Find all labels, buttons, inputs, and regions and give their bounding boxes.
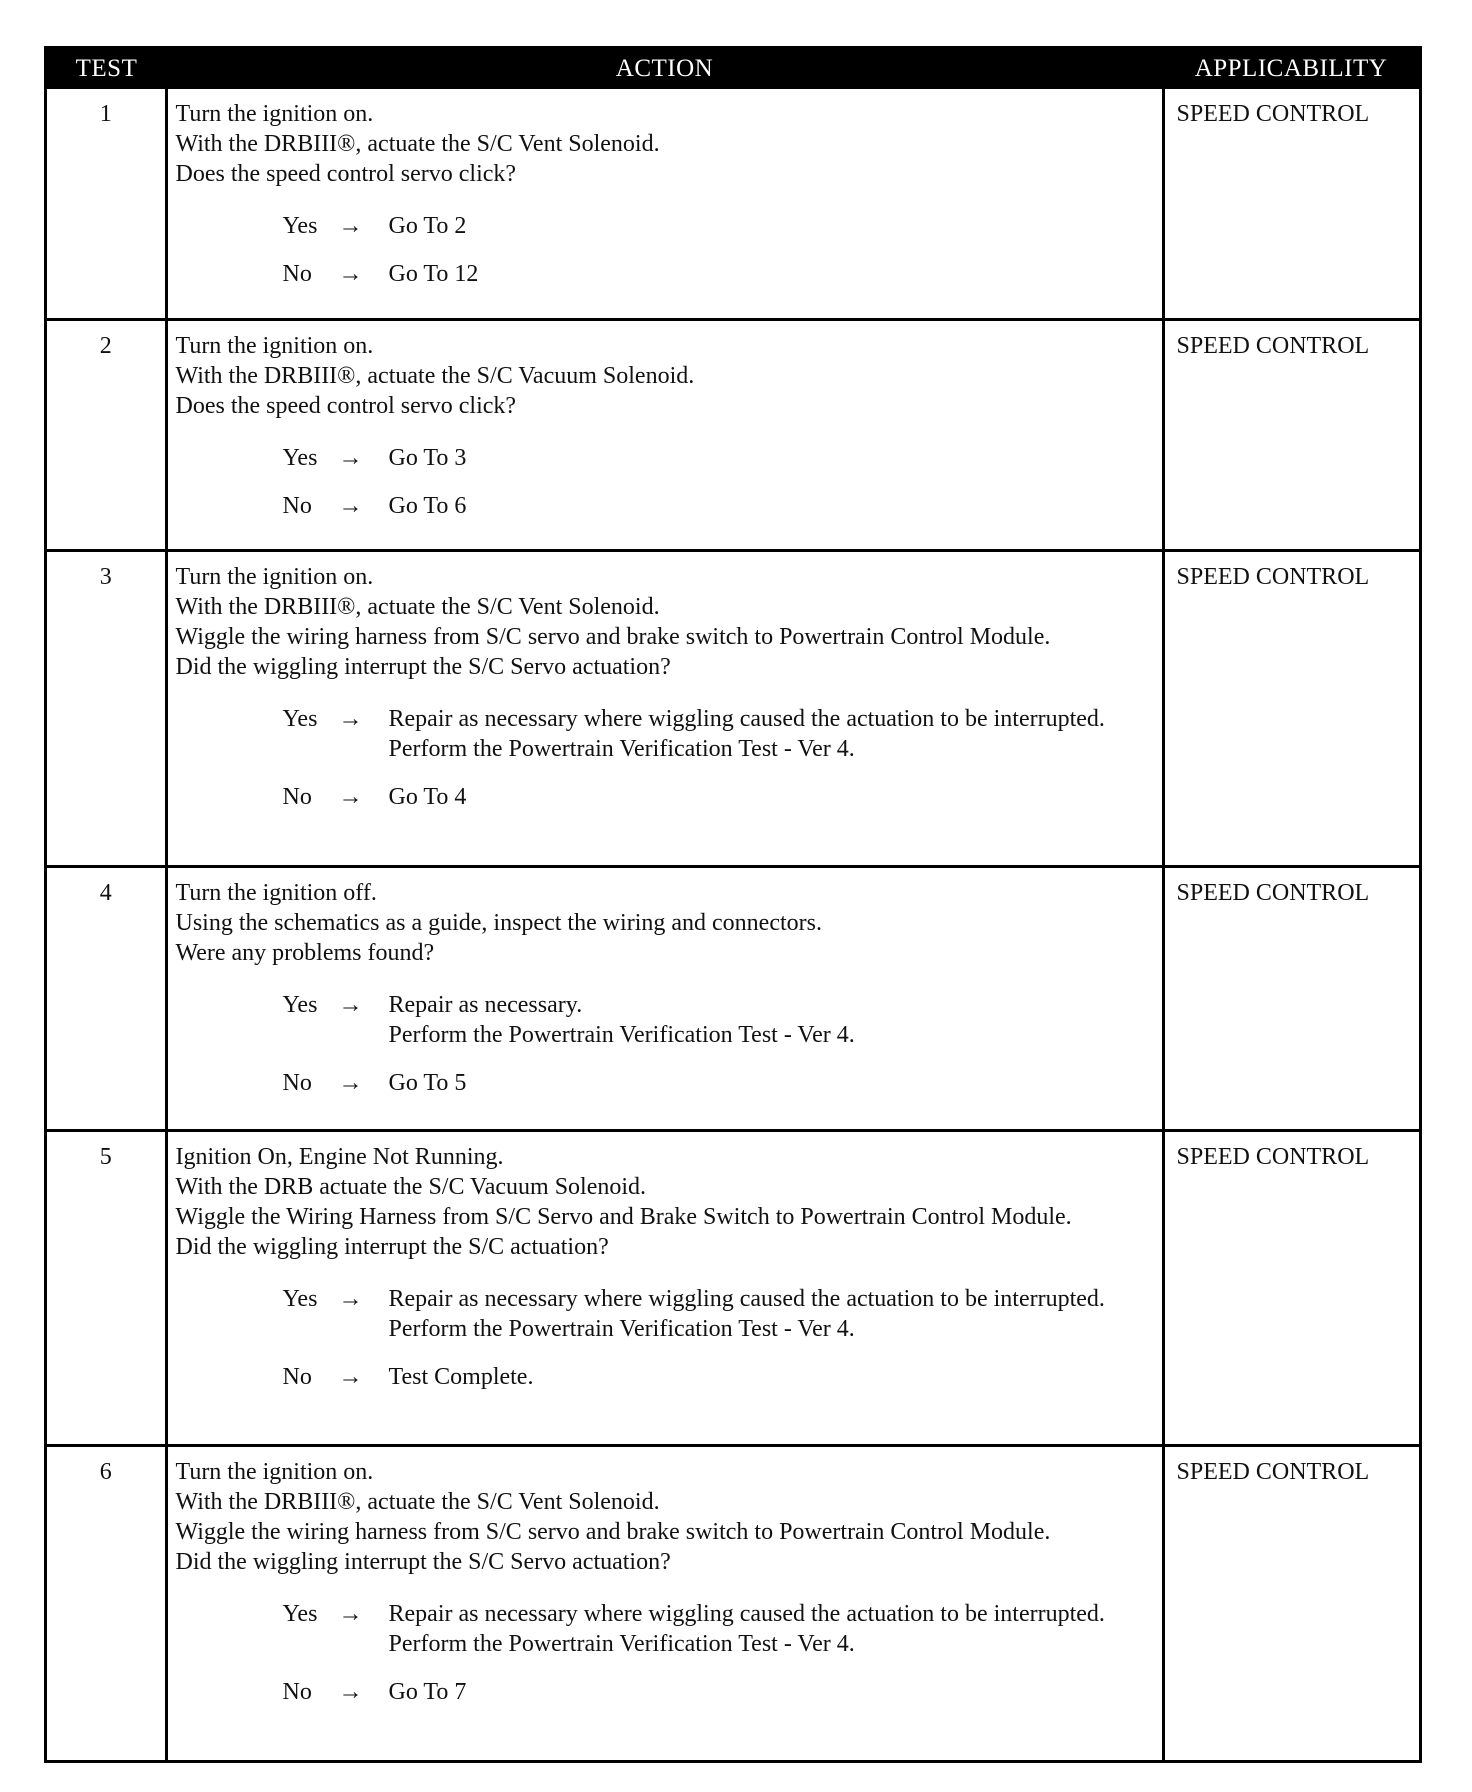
result-yes-text <box>389 990 1156 1050</box>
result-no <box>176 782 1156 812</box>
diagnostic-test-table <box>44 46 1422 1763</box>
action-step: Did the wiggling interrupt the S/C actuation? <box>175 1234 609 1261</box>
test-number: 5 <box>47 1131 166 1446</box>
result-yes-text <box>389 1284 1156 1344</box>
action-cell <box>166 551 1163 867</box>
result-no-text <box>389 1068 1156 1098</box>
result-no-text <box>389 782 1156 812</box>
result-yes-label: Yes <box>282 213 318 239</box>
arrow-icon: → <box>338 261 363 287</box>
result-yes <box>176 211 1156 241</box>
test-table <box>47 49 1419 1760</box>
arrow-icon: → <box>338 784 363 811</box>
result-yes-text <box>389 704 1156 764</box>
result-line: Repair as necessary where wiggling caused the actuation to be interrupted. <box>388 1286 1105 1313</box>
result-no-text <box>389 491 1156 521</box>
applicability-cell: SPEED CONTROL <box>1163 1131 1419 1446</box>
table-row <box>47 319 1419 551</box>
action-step: With the DRBIII®, actuate the S/C Vacuum Solenoid. <box>175 362 695 389</box>
result-no <box>176 491 1156 521</box>
column-header-applicability: APPLICABILITY <box>1163 49 1419 89</box>
result-no <box>176 1362 1156 1392</box>
result-line: Go To 7 <box>388 1678 467 1705</box>
action-step: Turn the ignition on. <box>175 101 374 127</box>
table-header-row <box>47 49 1419 89</box>
action-step: Wiggle the wiring harness from S/C servo and brake switch to Powertrain Control Module. <box>175 624 1051 651</box>
action-step: Using the schematics as a guide, inspect the wiring and connectors. <box>175 910 822 937</box>
result-yes-label: Yes <box>282 1600 318 1627</box>
applicability-cell: SPEED CONTROL <box>1163 867 1419 1131</box>
column-header-test: TEST <box>47 49 166 89</box>
result-yes-label: Yes <box>282 706 318 733</box>
table-row <box>47 1445 1419 1760</box>
action-cell <box>166 1131 1163 1446</box>
test-number: 3 <box>47 551 166 867</box>
table-row <box>47 551 1419 867</box>
result-line: Go To 6 <box>388 492 467 519</box>
arrow-icon: → <box>338 1070 363 1097</box>
result-yes-text <box>389 1599 1156 1659</box>
action-step: With the DRB actuate the S/C Vacuum Solenoid. <box>175 1174 647 1201</box>
result-line: Go To 12 <box>388 261 479 287</box>
result-line: Test Complete. <box>388 1364 534 1391</box>
action-cell <box>166 1445 1163 1760</box>
applicability-cell: SPEED CONTROL <box>1163 89 1419 319</box>
arrow-icon: → <box>338 1364 363 1391</box>
arrow-icon: → <box>338 213 363 239</box>
action-step: Turn the ignition on. <box>175 564 374 591</box>
result-line: Perform the Powertrain Verification Test - Ver 4. <box>388 1316 855 1343</box>
result-yes-text <box>389 443 1156 473</box>
result-no-text <box>389 259 1156 289</box>
arrow-icon: → <box>338 1678 363 1705</box>
result-line: Perform the Powertrain Verification Test - Ver 4. <box>388 1630 855 1657</box>
action-step: Turn the ignition on. <box>175 332 374 359</box>
action-step: With the DRBIII®, actuate the S/C Vent Solenoid. <box>175 594 660 621</box>
table-row <box>47 89 1419 319</box>
result-yes <box>176 1599 1156 1659</box>
result-no-label: No <box>282 1364 312 1391</box>
result-no <box>176 259 1156 289</box>
result-no <box>176 1677 1156 1707</box>
result-yes <box>176 1284 1156 1344</box>
table-row <box>47 867 1419 1131</box>
action-step: Were any problems found? <box>175 940 435 967</box>
column-header-action: ACTION <box>166 49 1163 89</box>
result-no-label: No <box>282 492 312 519</box>
arrow-icon: → <box>338 492 363 519</box>
applicability-cell: SPEED CONTROL <box>1163 1445 1419 1760</box>
result-line: Go To 3 <box>388 444 467 471</box>
result-yes <box>176 704 1156 764</box>
result-no-text <box>389 1677 1156 1707</box>
result-line: Go To 2 <box>388 213 467 239</box>
test-number: 1 <box>47 89 166 319</box>
action-step: Turn the ignition off. <box>175 880 377 907</box>
result-no <box>176 1068 1156 1098</box>
action-step: Wiggle the Wiring Harness from S/C Servo and Brake Switch to Powertrain Control Module. <box>175 1204 1072 1231</box>
result-yes <box>176 990 1156 1050</box>
result-line: Perform the Powertrain Verification Test - Ver 4. <box>388 736 855 763</box>
test-number: 6 <box>47 1445 166 1760</box>
result-no-label: No <box>282 1678 312 1705</box>
action-cell <box>166 89 1163 319</box>
action-step: Does the speed control servo click? <box>175 161 517 187</box>
action-step: Turn the ignition on. <box>175 1458 374 1485</box>
result-no-label: No <box>282 1070 312 1097</box>
table-row <box>47 1131 1419 1446</box>
result-yes-label: Yes <box>282 992 318 1019</box>
result-line: Repair as necessary where wiggling caused the actuation to be interrupted. <box>388 1600 1105 1627</box>
action-step: With the DRBIII®, actuate the S/C Vent Solenoid. <box>175 1488 660 1515</box>
result-no-label: No <box>282 261 312 287</box>
result-yes-label: Yes <box>282 1286 318 1313</box>
action-step: Did the wiggling interrupt the S/C Servo actuation? <box>175 654 671 681</box>
result-yes <box>176 443 1156 473</box>
result-no-label: No <box>282 784 312 811</box>
result-line: Go To 4 <box>388 784 467 811</box>
action-cell <box>166 867 1163 1131</box>
applicability-cell: SPEED CONTROL <box>1163 551 1419 867</box>
action-step: Ignition On, Engine Not Running. <box>175 1144 504 1171</box>
result-line: Repair as necessary where wiggling caused the actuation to be interrupted. <box>388 706 1105 733</box>
arrow-icon: → <box>338 444 363 471</box>
action-cell <box>166 319 1163 551</box>
test-number: 4 <box>47 867 166 1131</box>
result-no-text <box>389 1362 1156 1392</box>
action-step: Wiggle the wiring harness from S/C servo and brake switch to Powertrain Control Module. <box>175 1518 1051 1545</box>
result-line: Perform the Powertrain Verification Test - Ver 4. <box>388 1022 855 1049</box>
arrow-icon: → <box>338 992 363 1019</box>
result-yes-text <box>389 211 1156 241</box>
test-number: 2 <box>47 319 166 551</box>
arrow-icon: → <box>338 1600 363 1627</box>
arrow-icon: → <box>338 706 363 733</box>
result-line: Repair as necessary. <box>388 992 583 1019</box>
action-step: Did the wiggling interrupt the S/C Servo actuation? <box>175 1548 671 1575</box>
action-step: With the DRBIII®, actuate the S/C Vent Solenoid. <box>175 131 660 157</box>
applicability-cell: SPEED CONTROL <box>1163 319 1419 551</box>
result-yes-label: Yes <box>282 444 318 471</box>
arrow-icon: → <box>338 1286 363 1313</box>
result-line: Go To 5 <box>388 1070 467 1097</box>
action-step: Does the speed control servo click? <box>175 392 517 419</box>
